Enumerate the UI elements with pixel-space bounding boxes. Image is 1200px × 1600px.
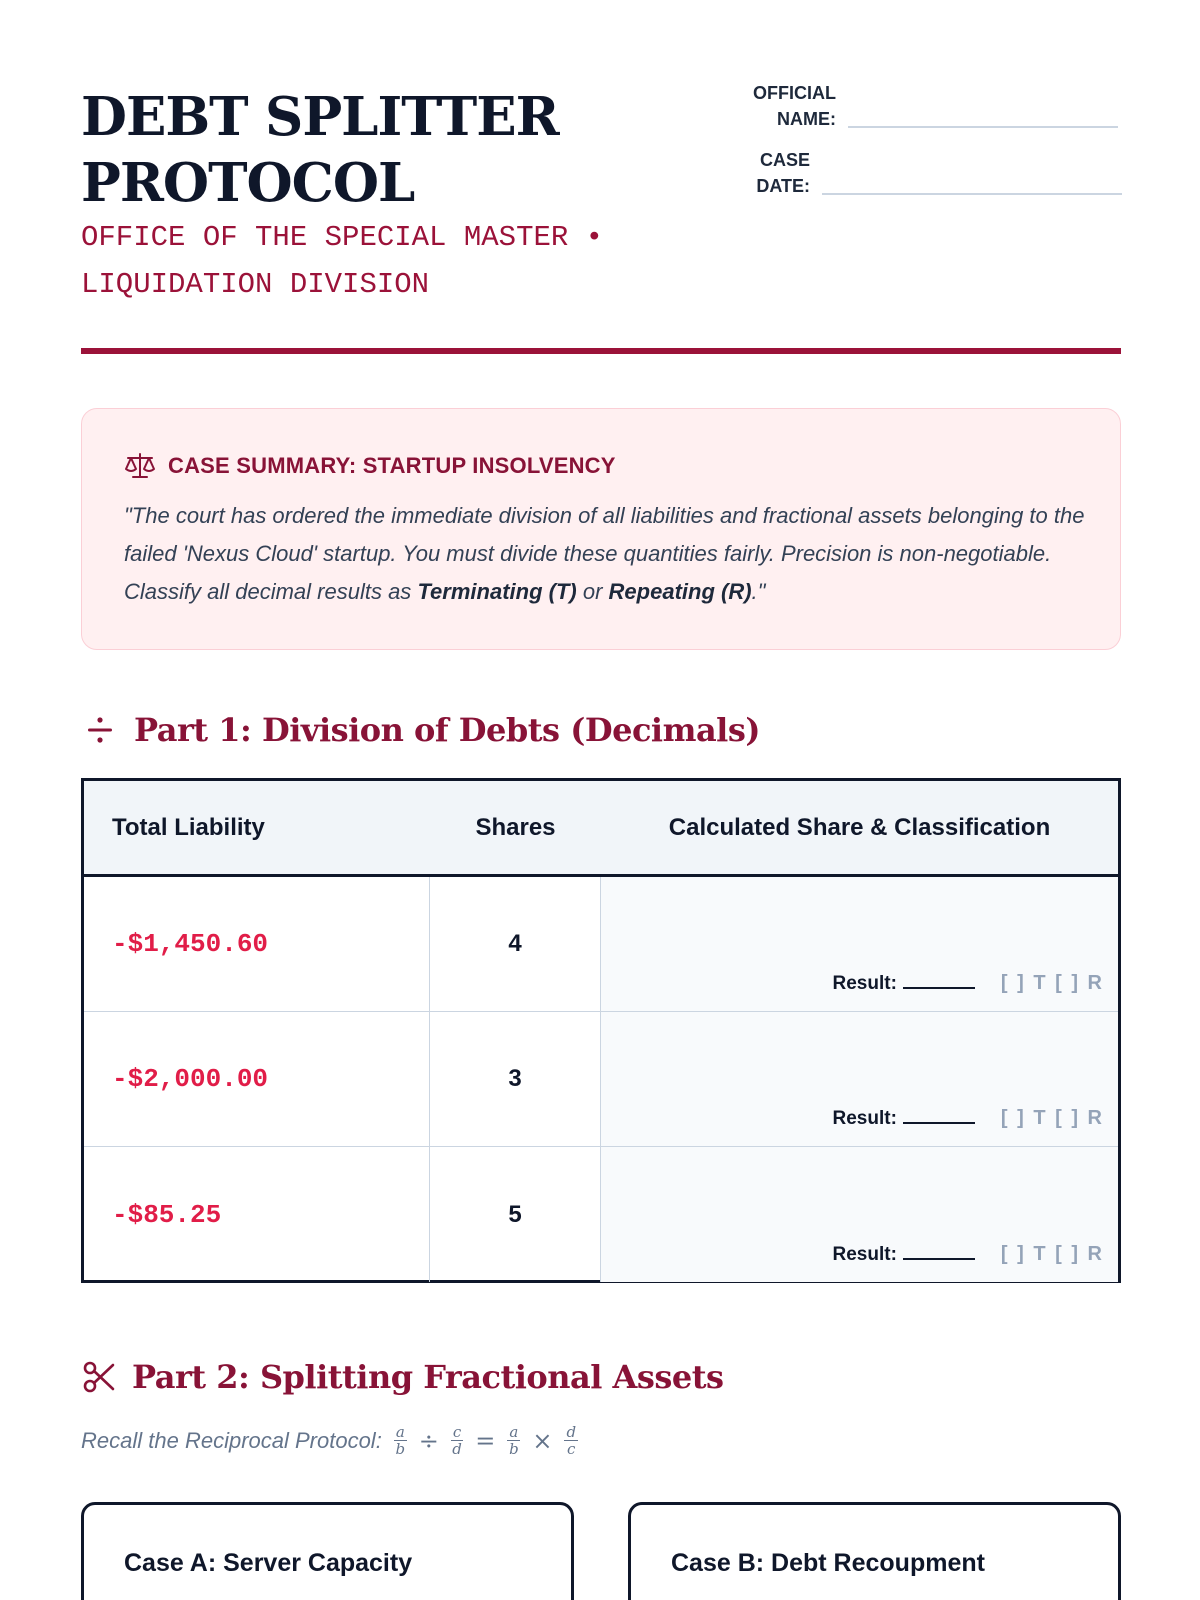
column-header: Calculated Share & Classification <box>668 813 1051 841</box>
classification-checkboxes[interactable]: [ ] T [ ] R <box>1000 1243 1104 1265</box>
case-b-title: Case B: Debt Recoupment <box>671 1549 985 1577</box>
title-line-1: DEBT SPLITTER <box>81 86 559 148</box>
debt-table <box>81 778 1121 1283</box>
official-name-label: OFFICIAL NAME: <box>753 83 836 129</box>
result-cell[interactable] <box>601 1147 1118 1282</box>
page-subtitle <box>81 214 603 308</box>
case-b-card <box>628 1502 1121 1600</box>
result-blank[interactable] <box>903 1110 975 1124</box>
case-summary-text: "The court has ordered the immediate division of all liabilities and fractional assets belonging to the failed 'Nexus Cloud' startup. You must divide these quantities fairly. Precision is non-negotiable. Classify all decimal results as Terminating (T) or Repeating (R)." <box>124 503 1085 604</box>
liability-value: -$2,000.00 <box>112 1064 269 1094</box>
reciprocal-reminder <box>81 1424 582 1457</box>
scissors-icon <box>82 1360 116 1394</box>
part2-heading <box>82 1358 724 1396</box>
result-blank[interactable] <box>903 975 975 989</box>
case-date-label: CASE DATE: <box>756 150 810 196</box>
part1-heading <box>84 711 760 749</box>
case-summary-title: CASE SUMMARY: STARTUP INSOLVENCY <box>168 453 616 478</box>
page-title <box>81 84 559 216</box>
official-name-field <box>720 80 1118 132</box>
recall-text: Recall the Reciprocal Protocol: <box>81 1427 382 1453</box>
case-a-title: Case A: Server Capacity <box>124 1549 413 1577</box>
case-a-card <box>81 1502 574 1600</box>
result-cell[interactable] <box>601 1012 1118 1146</box>
table-row <box>84 1012 1118 1147</box>
official-name-input[interactable] <box>848 126 1118 128</box>
result-cell[interactable] <box>601 877 1118 1011</box>
result-blank[interactable] <box>903 1246 975 1260</box>
header-divider <box>81 348 1121 354</box>
case-date-field <box>720 147 1122 199</box>
classification-checkboxes[interactable]: [ ] T [ ] R <box>1000 972 1104 994</box>
scales-icon <box>124 451 156 481</box>
table-header <box>84 781 1118 877</box>
shares-value: 3 <box>508 1065 522 1092</box>
classification-checkboxes[interactable]: [ ] T [ ] R <box>1000 1107 1104 1129</box>
liability-value: -$1,450.60 <box>112 929 269 959</box>
case-summary-header <box>124 451 616 481</box>
subtitle-line-2: LIQUIDATION DIVISION <box>81 268 430 301</box>
part1-title: Part 1: Division of Debts (Decimals) <box>134 711 760 749</box>
shares-value: 5 <box>508 1200 522 1228</box>
result-label: Result: <box>832 1108 897 1129</box>
reciprocal-formula: $\frac{a}{b}$ ÷ $\frac{c}{d}$ = $\frac{a}{b}$ × $\frac{d}{c}$ <box>395 1423 577 1458</box>
table-row <box>84 877 1118 1012</box>
liability-value: -$85.25 <box>112 1199 222 1230</box>
result-label: Result: <box>832 1244 897 1265</box>
column-header: Total Liability <box>112 813 265 841</box>
table-row <box>84 1147 1118 1282</box>
title-line-2: PROTOCOL <box>81 152 415 214</box>
case-summary-box <box>81 408 1121 650</box>
divide-icon <box>84 713 118 747</box>
part2-title: Part 2: Splitting Fractional Assets <box>132 1358 724 1396</box>
column-header: Shares <box>475 813 556 841</box>
result-label: Result: <box>832 973 897 994</box>
subtitle-line-1: OFFICE OF THE SPECIAL MASTER • <box>81 221 604 254</box>
case-date-input[interactable] <box>822 193 1122 195</box>
shares-value: 4 <box>508 930 522 957</box>
